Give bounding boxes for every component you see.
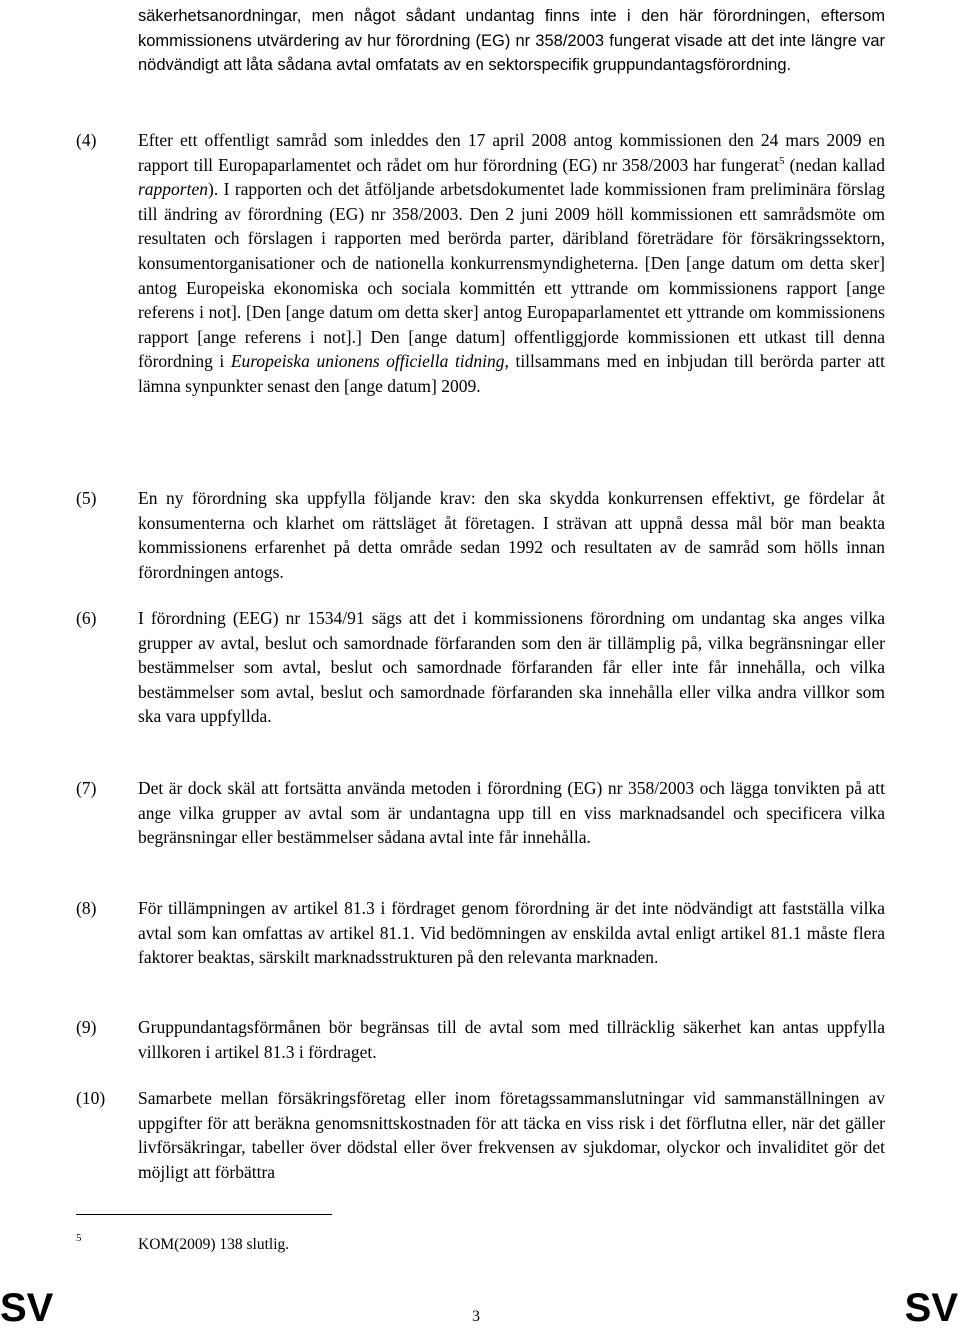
recital-number: (6)	[76, 608, 97, 628]
recital-text: För tillämpningen av artikel 81.3 i fördraget genom förordning är det inte nödvändigt att fastställa vilka avtal som kan omfattas av artikel 81.1. Vid bedömningen av enskilda avtal enligt artikel 81.1 måste flera faktorer beaktas, särskilt marknadsstrukturen på den relevanta marknaden.	[138, 898, 885, 968]
recital-number: (4)	[76, 130, 97, 150]
recital-text: Efter ett offentligt samråd som inleddes den 17 april 2008 antog kommissionen den 24 mars 2009 en rapport till Europaparlamentet och rådet om hur förordning (EG) nr 358/2003 har fungerat$^5$ (nedan kallad rapporten). I rapporten och det åtföljande arbetsdokumentet lade kommissionen fram preliminära förslag till ändring av förordning (EG) nr 358/2003. Den 2 juni 2009 höll kommissionen ett samrådsmöte om resultaten och förslagen i rapporten med berörda parter, däribland företrädare för försäkringssektorn, konsumentorganisationer och de nationella konkurrensmyndigheterna. [Den [ange datum om detta sker] antog Europeiska ekonomiska och sociala kommittén ett yttrande om kommissionens rapport [ange referens i not]. [Den [ange datum om detta sker] antog Europaparlamentet ett yttrande om kommissionens rapport [ange referens i not].] Den [ange datum] offentliggjorde kommissionen ett utkast till denna förordning i Europeiska unionens officiella tidning, tillsammans med en inbjudan till berörda parter att lämna synpunkter senast den [ange datum] 2009.	[138, 130, 886, 396]
footnote-divider	[76, 1214, 332, 1215]
continuation-paragraph: säkerhetsanordningar, men något sådant undantag finns inte i den här förordningen, eftersom kommissionens utvärdering av hur förordning (EG) nr 358/2003 fungerat visade att det inte längre var nödvändigt att låta sådana avtal omfatats av en sektorspecifik gruppundantagsförordning.	[138, 7, 885, 75]
recital-number: (8)	[76, 898, 97, 918]
recital-number: (7)	[76, 778, 97, 798]
recital-6	[76, 606, 885, 729]
recital-number: (9)	[76, 1017, 97, 1037]
recital-9	[76, 1015, 885, 1064]
recital-number: (10)	[76, 1088, 106, 1108]
recital-text: Samarbete mellan försäkringsföretag eller inom företagssammanslutningar vid sammanställningen av uppgifter för att beräkna genomsnittskostnaden för att täcka en viss risk i det förflutna eller, när det gäller livförsäkringar, tabeller över dödstal eller över frekvensen av sjukdomar, olyckor och invaliditet gör det möjligt att förbättra	[138, 1088, 885, 1182]
recital-text: Det är dock skäl att fortsätta använda metoden i förordning (EG) nr 358/2003 och lägga tonvikten på att ange vilka grupper av avtal som är undantagna upp till en viss marknadsandel och specificera vilka begränsningar eller bestämmelser sådana avtal inte får innehålla.	[138, 778, 885, 848]
recital-text: I förordning (EEG) nr 1534/91 sägs att det i kommissionens förordning om undantag ska anges vilka grupper av avtal, beslut och samordnade förfaranden som den är tillämplig på, vilka begränsningar eller bestämmelser som avtal, beslut och samordnade förfaranden får eller inte får innehålla, och vilka bestämmelser som avtal, beslut och samordnade förfaranden ska innehålla eller vilka andra villkor som ska vara uppfyllda.	[138, 608, 885, 727]
language-code-right: SV	[904, 1286, 958, 1330]
recital-number: (5)	[76, 488, 97, 508]
recital-text: En ny förordning ska uppfylla följande krav: den ska skydda konkurrensen effektivt, ge fördelar åt konsumenterna och klarhet om rättsläget åt företagen. I strävan att uppnå dessa mål bör man beakta kommissionens erfarenhet på detta område sedan 1992 och resultaten av de samråd som hölls innan förordningen antogs.	[138, 488, 885, 582]
recital-text: Gruppundantagsförmånen bör begränsas till de avtal som med tillräcklig säkerhet kan antas uppfylla villkoren i artikel 81.3 i fördraget.	[138, 1017, 885, 1062]
recital-4	[76, 128, 885, 399]
footnote-reference[interactable]: 5	[779, 154, 785, 167]
recital-10	[76, 1086, 885, 1184]
footnote-mark: 5	[76, 1232, 82, 1244]
recital-8	[76, 896, 885, 970]
recital-7	[76, 776, 885, 850]
page-number: 3	[472, 1308, 480, 1325]
footnote-text: KOM(2009) 138 slutlig.	[138, 1236, 290, 1253]
recital-5	[76, 486, 885, 584]
language-code-left: SV	[0, 1286, 54, 1330]
